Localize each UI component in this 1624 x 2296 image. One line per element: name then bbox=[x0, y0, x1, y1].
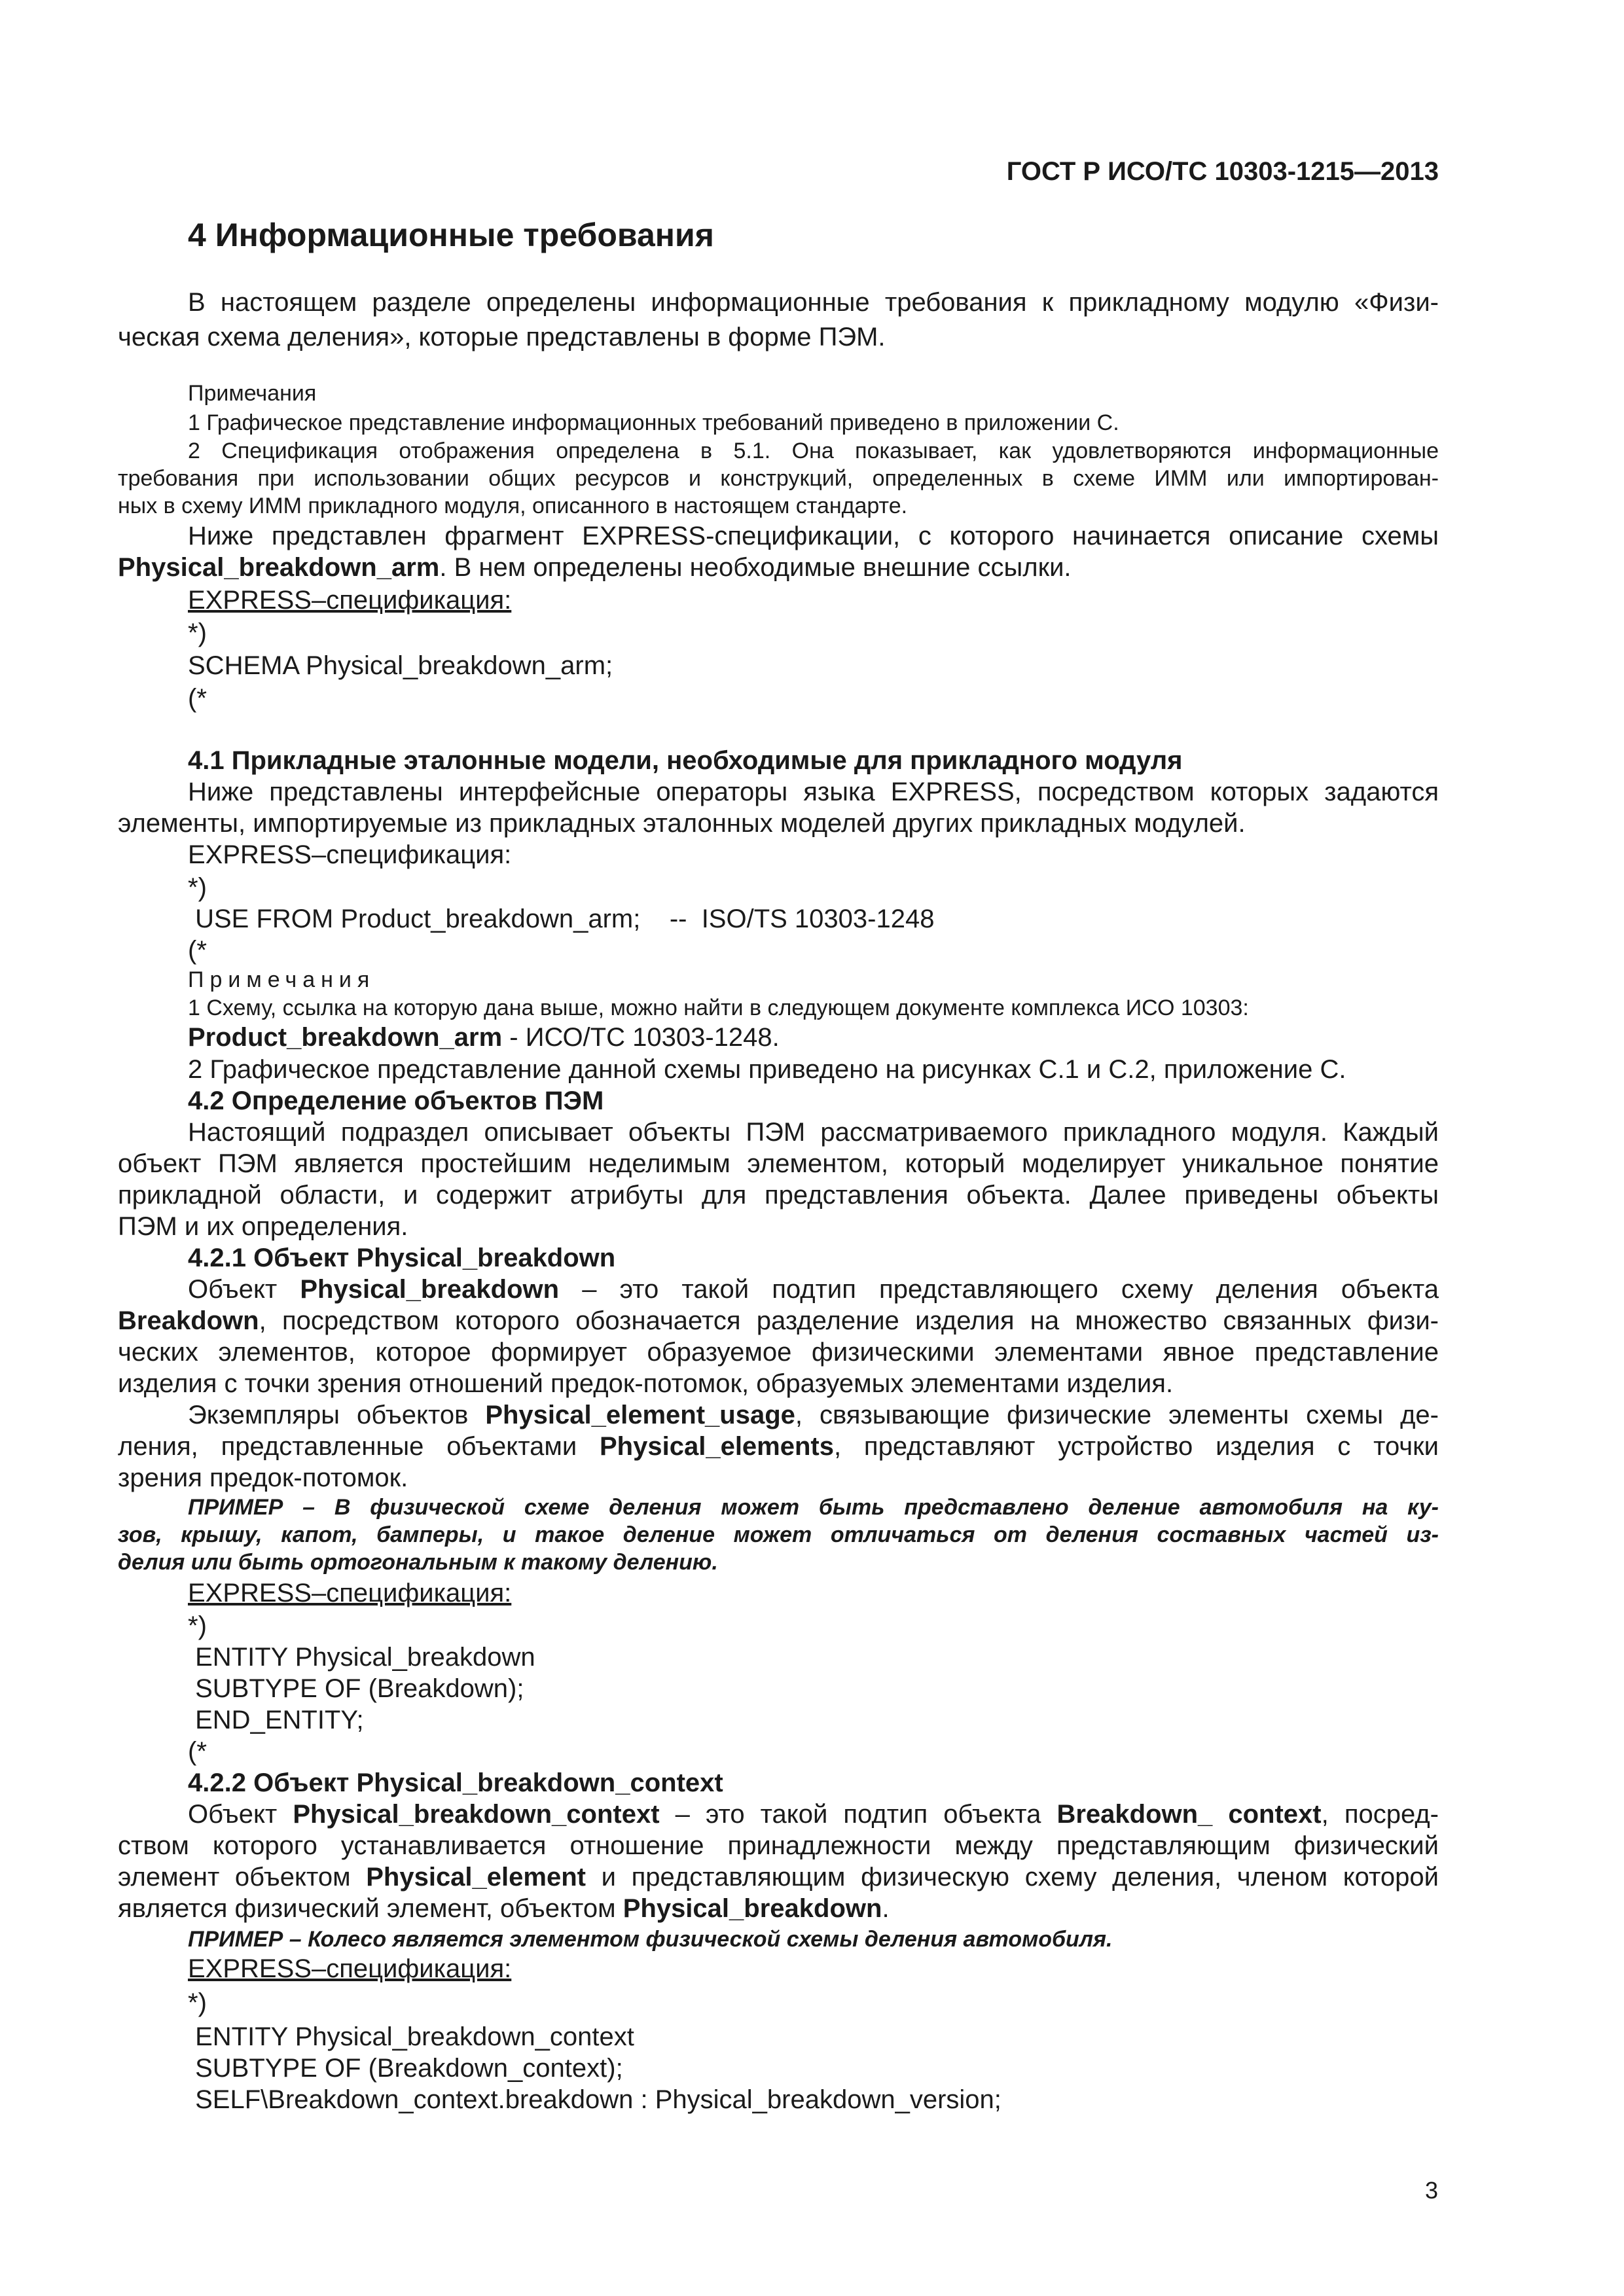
example-line: ПРИМЕР – Колесо является элементом физической схемы деления автомобиля. bbox=[188, 1927, 1113, 1952]
express-label: EXPRESS–спецификация: bbox=[188, 1954, 512, 1983]
example-line: зов, крышу, капот, бамперы, и такое деление может отличаться от деления составных частей из- bbox=[118, 1522, 1439, 1547]
express-open: *) bbox=[188, 873, 207, 902]
paragraph-line: ПЭМ и их определения. bbox=[118, 1212, 408, 1241]
paragraph-line: зрения предок-потомок. bbox=[118, 1463, 408, 1492]
example-line: ПРИМЕР – В физической схеме деления может быть представлено деление автомобиля на ку- bbox=[188, 1495, 1439, 1520]
note-line: 2 Графическое представление данной схемы приведено на рисунках С.1 и С.2, приложение С. bbox=[188, 1055, 1346, 1084]
document-code: ГОСТ Р ИСО/ТС 10303-1215—2013 bbox=[1006, 157, 1439, 186]
express-code: ENTITY Physical_breakdown_context bbox=[188, 2022, 634, 2051]
express-label: EXPRESS–спецификация: bbox=[188, 840, 512, 869]
express-label: EXPRESS–спецификация: bbox=[188, 1579, 512, 1607]
express-close: (* bbox=[188, 1737, 207, 1766]
paragraph-line: прикладной области, и содержит атрибуты для представления объекта. Далее приведены объекты bbox=[118, 1181, 1439, 1210]
express-code: END_ENTITY; bbox=[188, 1706, 364, 1734]
express-open: *) bbox=[188, 1988, 207, 2017]
express-open: *) bbox=[188, 1611, 207, 1640]
subsection-title: 4.2 Определение объектов ПЭМ bbox=[188, 1086, 604, 1115]
express-code: SELF\Breakdown_context.breakdown : Physical_breakdown_version; bbox=[188, 2085, 1001, 2114]
express-label: EXPRESS–спецификация: bbox=[188, 586, 512, 615]
express-open: *) bbox=[188, 619, 207, 647]
schema-name: Physical_breakdown_arm bbox=[118, 553, 440, 582]
intro-line-1: В настоящем разделе определены информационные требования к прикладному модулю «Физи- bbox=[188, 288, 1439, 317]
paragraph-line: ческих элементов, которое формирует образуемое физическими элементами явное представление bbox=[118, 1338, 1439, 1367]
express-code: USE FROM Product_breakdown_arm; -- ISO/TS 10303-1248 bbox=[188, 905, 935, 933]
paragraph-line: является физический элемент, объектом Physical_breakdown. bbox=[118, 1894, 890, 1923]
paragraph-line: Ниже представлены интерфейсные операторы языка EXPRESS, посредством которых задаются bbox=[188, 778, 1439, 806]
express-code: ENTITY Physical_breakdown bbox=[188, 1643, 535, 1672]
express-code: SUBTYPE OF (Breakdown); bbox=[188, 1674, 524, 1703]
note-line: 2 Спецификация отображения определена в 5.1. Она показывает, как удовлетворяются информационные bbox=[188, 439, 1439, 463]
paragraph-line: Объект Physical_breakdown_context – это такой подтип объекта Breakdown_ context, посред- bbox=[188, 1800, 1439, 1829]
note-line: требования при использовании общих ресурсов и конструкций, определенных в схеме ИММ или импортирован- bbox=[118, 466, 1439, 491]
paragraph-line: ством которого устанавливается отношение принадлежности между представляющим физический bbox=[118, 1831, 1439, 1860]
subsection-title: 4.2.1 Объект Physical_breakdown bbox=[188, 1244, 616, 1272]
intro-line-2: ческая схема деления», которые представлены в форме ПЭМ. bbox=[118, 323, 886, 351]
note-line: Product_breakdown_arm - ИСО/ТС 10303-1248. bbox=[188, 1023, 780, 1052]
subsection-title: 4.1 Прикладные эталонные модели, необходимые для прикладного модуля bbox=[188, 746, 1183, 775]
express-close: (* bbox=[188, 684, 207, 713]
paragraph-line: Physical_breakdown_arm. В нем определены необходимые внешние ссылки. bbox=[118, 553, 1072, 582]
paragraph-line: Breakdown, посредством которого обозначается разделение изделия на множество связанных физи- bbox=[118, 1306, 1439, 1335]
express-code: SCHEMA Physical_breakdown_arm; bbox=[188, 651, 613, 680]
page-number: 3 bbox=[1424, 2177, 1438, 2204]
paragraph-line: Экземпляры объектов Physical_element_usage, связывающие физические элементы схемы де- bbox=[188, 1401, 1439, 1429]
notes-title: Примечания bbox=[188, 967, 376, 992]
note-line: 1 Схему, ссылка на которую дана выше, можно найти в следующем документе комплекса ИСО 10303: bbox=[188, 996, 1249, 1020]
note-line: 1 Графическое представление информационных требований приведено в приложении С. bbox=[188, 410, 1119, 435]
example-line: делия или быть ортогональным к такому делению. bbox=[118, 1550, 718, 1575]
paragraph-line: изделия с точки зрения отношений предок-потомок, образуемых элементами изделия. bbox=[118, 1369, 1174, 1398]
express-close: (* bbox=[188, 936, 207, 965]
section-title: 4 Информационные требования bbox=[188, 217, 714, 253]
paragraph-line: элемент объектом Physical_element и представляющим физическую схему деления, членом которой bbox=[118, 1863, 1439, 1892]
subsection-title: 4.2.2 Объект Physical_breakdown_context bbox=[188, 1768, 723, 1797]
paragraph-line: Ниже представлен фрагмент EXPRESS-спецификации, с которого начинается описание схемы bbox=[188, 522, 1439, 550]
express-code: SUBTYPE OF (Breakdown_context); bbox=[188, 2054, 623, 2083]
paragraph-line: элементы, импортируемые из прикладных эталонных моделей других прикладных модулей. bbox=[118, 809, 1246, 838]
paragraph-line: Объект Physical_breakdown – это такой подтип представляющего схему деления объекта bbox=[188, 1275, 1439, 1304]
notes-title: Примечания bbox=[188, 381, 317, 406]
paragraph-line: ления, представленные объектами Physical_elements, представляют устройство изделия с точки bbox=[118, 1432, 1439, 1461]
note-line: ных в схему ИММ прикладного модуля, описанного в настоящем стандарте. bbox=[118, 493, 908, 518]
paragraph-line: объект ПЭМ является простейшим неделимым элементом, который моделирует уникальное понятие bbox=[118, 1149, 1439, 1178]
paragraph-line: Настоящий подраздел описывает объекты ПЭМ рассматриваемого прикладного модуля. Каждый bbox=[188, 1118, 1439, 1147]
